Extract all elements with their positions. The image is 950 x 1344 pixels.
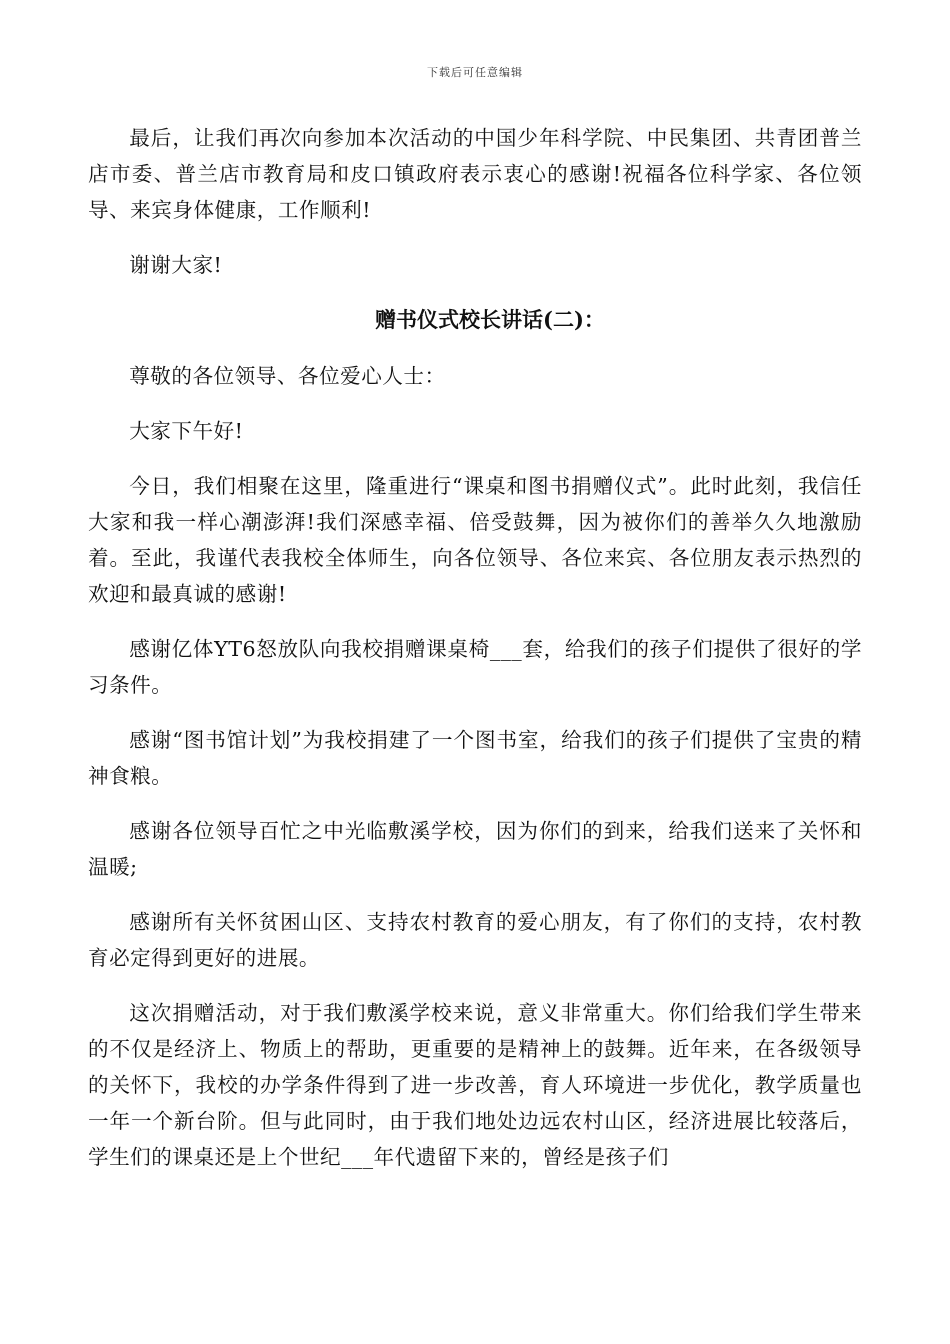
section-title: 赠书仪式校长讲话(二)： [375,307,605,332]
paragraph-thanks-friends: 感谢所有关怀贫困山区、支持农村教育的爱心朋友，有了你们的支持，农村教育必定得到更好的进展。 [88,910,862,970]
paragraph-thank-you-all: 谢谢大家! [129,253,223,277]
paragraph-salutation: 尊敬的各位领导、各位爱心人士： [129,364,446,388]
paragraph-greeting: 大家下午好! [129,419,244,443]
paragraph-significance: 这次捐赠活动，对于我们敷溪学校来说，意义非常重大。你们给我们学生带来的不仅是经济上、物质上的帮助，更重要的是精神上的鼓舞。近年来，在各级领导的关怀下，我校的办学条件得到了进一步改善，育人环境进一步优化，教学质量也一年一个新台阶。但与此同时，由于我们地处边远农村山区，经济进展比较落后，学生们的课桌还是上个世纪___年代遗留下来的，曾经是孩子们 [88,1001,862,1169]
paragraph-thanks-desks: 感谢亿体YT6怒放队向我校捐赠课桌椅___套，给我们的孩子们提供了很好的学习条件。 [88,637,862,697]
paragraph-welcome: 今日，我们相聚在这里，隆重进行“课桌和图书捐赠仪式”。此时此刻，我信任大家和我一样心潮澎湃!我们深感幸福、倍受鼓舞，因为被你们的善举久久地激励着。至此，我谨代表我校全体师生，向各位领导、各位来宾、各位朋友表示热烈的欢迎和最真诚的感谢! [88,474,862,606]
paragraph-thanks-leaders: 感谢各位领导百忙之中光临敷溪学校，因为你们的到来，给我们送来了关怀和温暖; [88,819,862,879]
paragraph-thanks-library: 感谢“图书馆计划”为我校捐建了一个图书室，给我们的孩子们提供了宝贵的精神食粮。 [88,728,862,788]
page-header: 下载后可任意编辑 [427,66,523,79]
paragraph-closing-thanks: 最后，让我们再次向参加本次活动的中国少年科学院、中民集团、共青团普兰店市委、普兰店市教育局和皮口镇政府表示衷心的感谢!祝福各位科学家、各位领导、来宾身体健康，工作顺利! [88,126,862,222]
document-body [88,120,862,1194]
